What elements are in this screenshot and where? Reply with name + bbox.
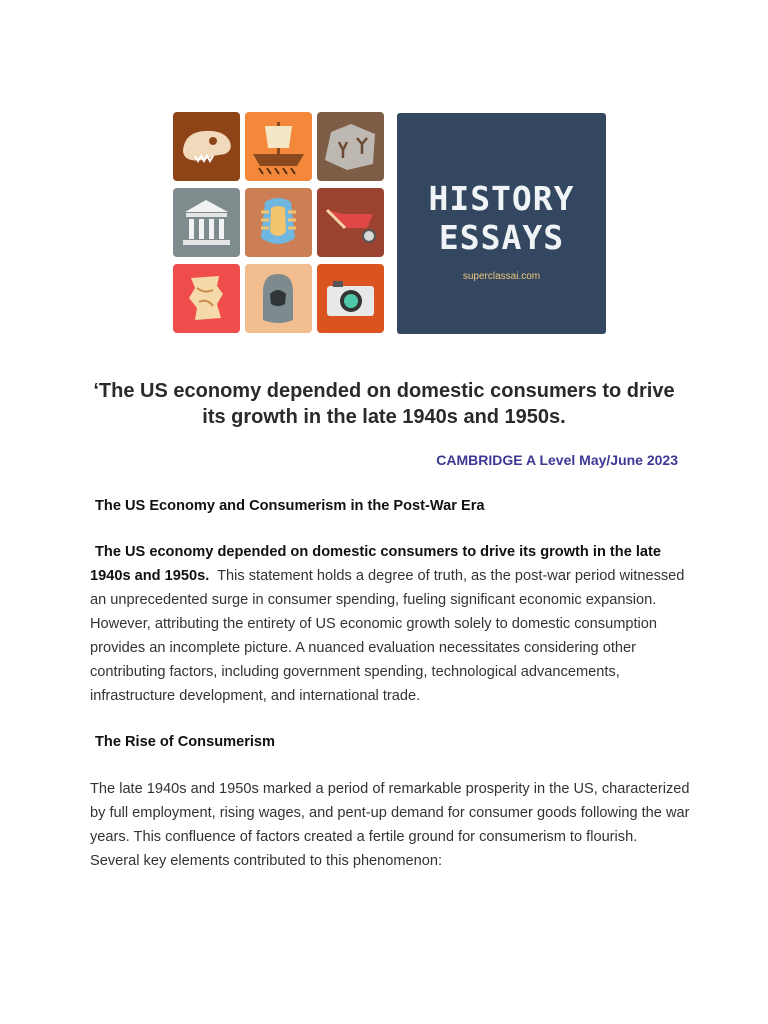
history-essays-card [397, 113, 606, 334]
banner-title-line1: HISTORY [428, 179, 575, 218]
tile-cave [317, 112, 384, 181]
wheelbarrow-icon [317, 188, 384, 257]
tile-camera [317, 264, 384, 333]
ancient-map-icon [173, 264, 240, 333]
paragraph [90, 540, 690, 708]
paragraph: The late 1940s and 1950s marked a period of remarkable prosperity in the US, characterized by full employment, rising wages, and pent-up demand for consumer goods following the war years. This confluence of factors created a fertile ground for consumerism to flourish. Several key elements contributed to this phenomenon: [90, 781, 690, 869]
tile-helmet [245, 264, 312, 333]
tile-wheelbarrow [317, 188, 384, 257]
history-essays-banner [173, 112, 606, 335]
tile-temple [173, 188, 240, 257]
pharaoh-mask-icon [245, 188, 312, 257]
banner-title [397, 179, 606, 257]
exam-source: CAMBRIDGE A Level May/June 2023 [436, 452, 678, 468]
tile-map [173, 264, 240, 333]
camera-icon [317, 264, 384, 333]
section-heading: The US Economy and Consumerism in the Post-War Era [95, 498, 485, 514]
banner-title-line2: ESSAYS [438, 218, 565, 257]
cave-painting-icon [317, 112, 384, 181]
paragraph-lead: The US economy depended on domestic consumers to drive its growth in the late 1940s and 1950s. [90, 544, 662, 584]
ancient-ship-icon [245, 112, 312, 181]
dinosaur-skull-icon [173, 112, 240, 181]
tile-dinosaur [173, 112, 240, 181]
knight-helmet-icon [245, 264, 312, 333]
icon-grid [173, 112, 385, 334]
banner-site: superclassai.com [462, 271, 541, 282]
greek-temple-icon [173, 188, 240, 257]
tile-ship [245, 112, 312, 181]
essay-title: ‘The US economy depended on domestic consumers to drive its growth in the late 1940s and 1950s. [93, 380, 675, 428]
section-heading: The Rise of Consumerism [95, 734, 276, 750]
tile-pharaoh [245, 188, 312, 257]
paragraph-body: This statement holds a degree of truth, as the post-war period witnessed an unprecedented surge in consumer spending, fueling significant economic expansion. However, attributing the entirety of US economic growth solely to domestic consumption provides an incomplete picture. A nuanced evaluation necessitates considering other contributing factors, including government spending, technological advancements, infrastructure development, and international trade. [90, 568, 685, 704]
